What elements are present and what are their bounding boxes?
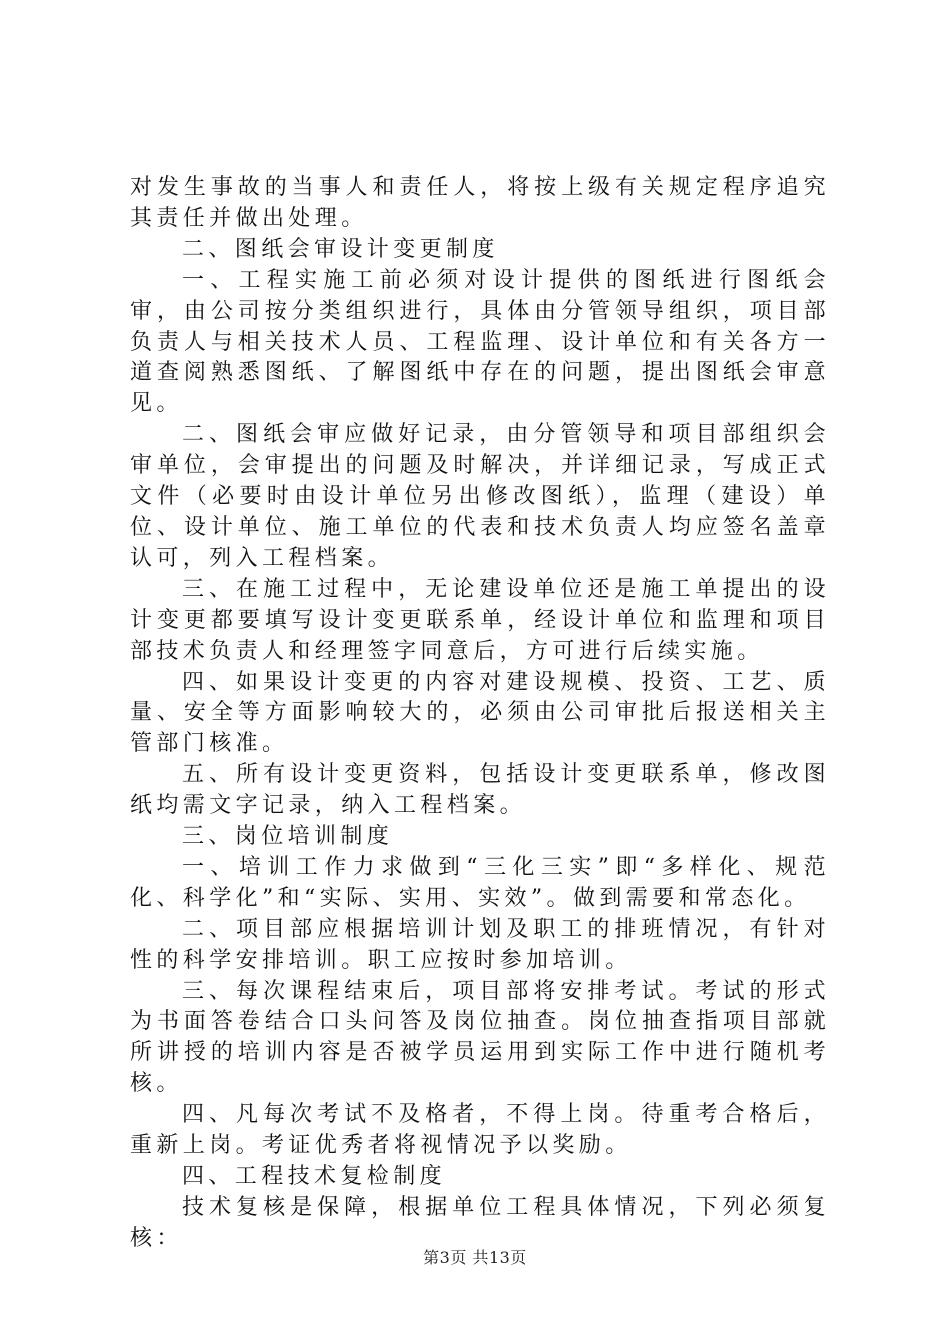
paragraph: 二、图纸会审应做好记录，由分管领导和项目部组织会审单位，会审提出的问题及时解决，并详细记录，写成正式文件（必要时由设计单位另出修改图纸），监理（建设）单位、设计单位、施工单位的代表和技术负责人均应签名盖章认可，列入工程档案。 <box>130 422 830 571</box>
document-body <box>130 173 830 1255</box>
page-number-footer: 第3页 共13页 <box>423 1248 527 1267</box>
paragraph: 一、培训工作力求做到“三化三实”即“多样化、规范化、科学化”和“实际、实用、实效”。做到需要和常态化。 <box>130 854 830 911</box>
paragraph: 四、凡每次考试不及格者，不得上岗。待重考合格后，重新上岗。考证优秀者将视情况予以奖励。 <box>130 1102 830 1159</box>
paragraph: 一、工程实施工前必须对设计提供的图纸进行图纸会审，由公司按分类组织进行，具体由分管领导组织，项目部负责人与相关技术人员、工程监理、设计单位和有关各方一道查阅熟悉图纸、了解图纸中存在的问题，提出图纸会审意见。 <box>130 267 830 417</box>
paragraph: 三、每次课程结束后，项目部将安排考试。考试的形式为书面答卷结合口头问答及岗位抽查。岗位抽查指项目部就所讲授的培训内容是否被学员运用到实际工作中进行随机考核。 <box>130 978 830 1097</box>
paragraph: 三、在施工过程中，无论建设单位还是施工单提出的设计变更都要填写设计变更联系单，经设计单位和监理和项目部技术负责人和经理签字同意后，方可进行后续实施。 <box>130 576 830 664</box>
section-heading-technical-recheck: 四、工程技术复检制度 <box>182 1164 447 1189</box>
paragraph: 二、项目部应根据培训计划及职工的排班情况，有针对性的科学安排培训。职工应按时参加培训。 <box>130 916 830 973</box>
section-heading-drawing-review: 二、图纸会审设计变更制度 <box>182 236 499 262</box>
paragraph: 五、所有设计变更资料，包括设计变更联系单，修改图纸均需文字记录，纳入工程档案。 <box>130 762 830 819</box>
section-heading-training: 三、岗位培训制度 <box>182 824 394 850</box>
paragraph: 技术复核是保障，根据单位工程具体情况，下列必须复核： <box>130 1194 830 1251</box>
paragraph-continuation: 对发生事故的当事人和责任人，将按上级有关规定程序追究其责任并做出处理。 <box>130 175 830 231</box>
paragraph: 四、如果设计变更的内容对建设规模、投资、工艺、质量、安全等方面影响较大的，必须由公司审批后报送相关主管部门核准。 <box>130 669 830 757</box>
